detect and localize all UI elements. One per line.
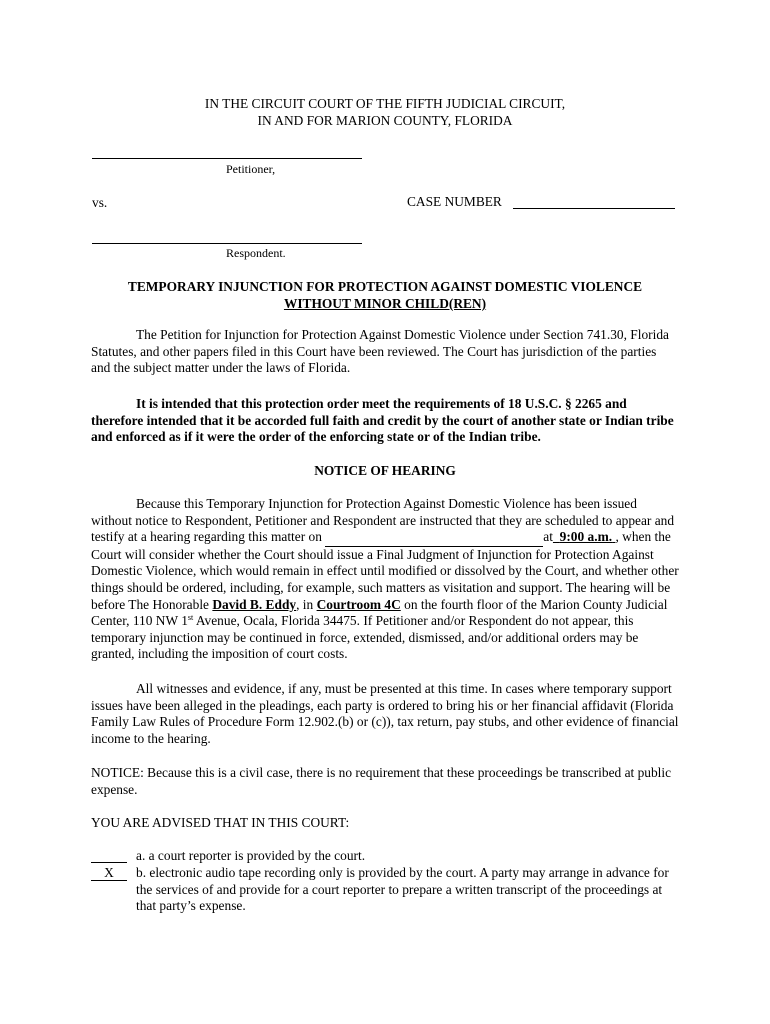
option-a-checkbox[interactable] [91,849,127,863]
respondent-name-blank[interactable] [92,243,362,244]
court-header-line2: IN AND FOR MARION COUNTY, FLORIDA [257,113,513,128]
hearing-text-d: on the fourth floor of the Marion County Judicial Center, 110 NW 1 [91,596,668,629]
hearing-text-b: , when the Court will consider whether the Court should issue a Final Judgment of Injunction for Protection Against Domestic Violence, which would remain in effect until modified or dissolved by the Court, and whether other things should be ordered, including, for example, such matters as visitation and support. The hearing will be before The Honorable [91,529,679,612]
respondent-label: Respondent. [226,246,286,260]
option-b-checkbox[interactable]: X [91,865,127,881]
court-header-line1: IN THE CIRCUIT COURT OF THE FIFTH JUDICIAL CIRCUIT, [204,96,566,111]
ordinal-superscript: st [187,613,194,623]
document-title [0,278,770,312]
advised-heading: YOU ARE ADVISED THAT IN THIS COURT: [91,815,350,830]
hearing-at-label: at [543,529,553,545]
case-number-label: CASE NUMBER [407,194,502,209]
full-faith-credit-paragraph: It is intended that this protection order meet the requirements of 18 U.S.C. § 2265 and therefore intended that it be accorded full faith and credit by the court of another state or Indian tribe and enforced as if it were the order of the enforcing state or of the Indian tribe. [91,396,674,445]
notice-of-hearing-heading: NOTICE OF HEARING [314,463,456,478]
hearing-paragraph [91,496,679,663]
hearing-text-c: , in [296,596,314,612]
hearing-text-e: Avenue, Ocala, Florida 34475. If Petitioner and/or Respondent do not appear, this temporary injunction may be continued in force, extended, dismissed, and/or additional orders may be granted, including the imposition of court costs. [91,613,639,662]
hearing-time: 9:00 a.m. [559,529,613,545]
case-number-blank[interactable] [513,208,675,209]
vs-label: vs. [92,195,108,210]
title-line1: TEMPORARY INJUNCTION FOR PROTECTION AGAINST DOMESTIC VIOLENCE [127,279,643,294]
title-line2: WITHOUT MINOR CHILD(REN) [283,296,487,311]
court-header [0,95,770,129]
option-b-text: b. electronic audio tape recording only is provided by the court. A party may arrange in advance for the services of and provide for a court reporter to prepare a written transcript of the proceedings at that party’s expense. [136,865,669,914]
petitioner-name-blank[interactable] [92,158,362,159]
jurisdiction-paragraph: The Petition for Injunction for Protection Against Domestic Violence under Section 741.30, Florida Statutes, and other papers filed in this Court have been reviewed. The Court has jurisdiction of the parties and the subject matter under the laws of Florida. [91,327,669,376]
option-a-text: a. a court reporter is provided by the court. [136,848,366,863]
courtroom: Courtroom 4C [316,596,401,612]
witnesses-paragraph: All witnesses and evidence, if any, must be presented at this time. In cases where temporary support issues have been alleged in the pleadings, each party is ordered to bring his or her financial affidavit (Florida Family Law Rules of Procedure Form 12.902.(b) or (c)), tax return, pay stubs, and other evidence of financial income to the hearing. [91,681,679,746]
petitioner-label: Petitioner, [226,162,276,176]
hearing-date-blank[interactable] [325,529,543,547]
hearing-text-a: Because this Temporary Injunction for Protection Against Domestic Violence has been issued without notice to Respondent, Petitioner and Respondent are instructed that they are scheduled to appear and testify at a hearing regarding this matter on [91,496,675,545]
civil-case-notice: NOTICE: Because this is a civil case, there is no requirement that these proceedings be transcribed at public expense. [91,765,672,797]
judge-name: David B. Eddy [212,596,297,612]
